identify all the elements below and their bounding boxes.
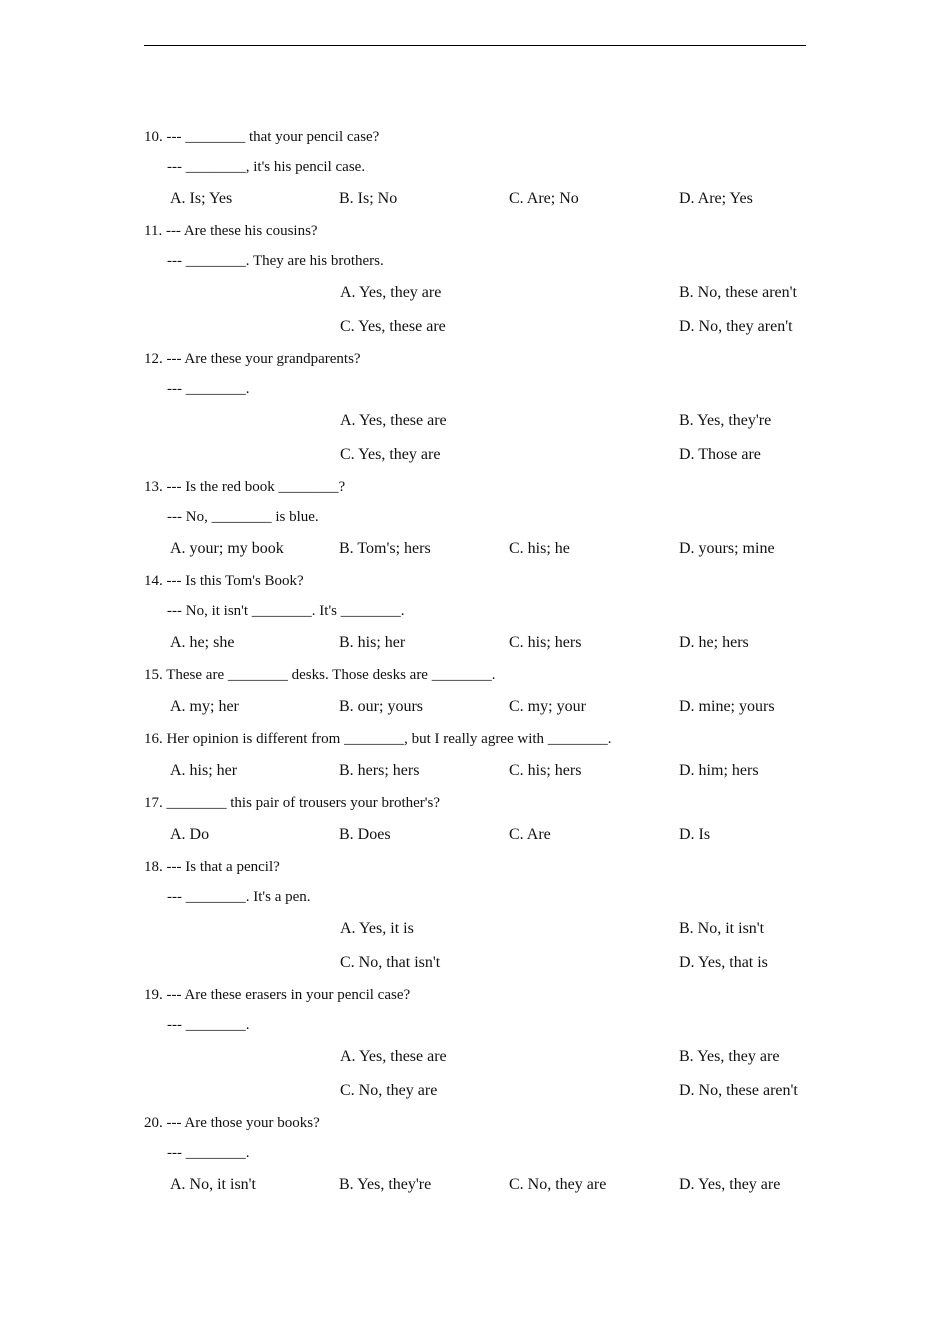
option-d: D. Those are bbox=[679, 446, 761, 463]
option-b: B. Yes, they are bbox=[679, 1048, 780, 1065]
question-19 bbox=[144, 980, 806, 1108]
question-response: --- ________, it's his pencil case. bbox=[167, 159, 366, 175]
question-stem: 17. ________ this pair of trousers your brother's? bbox=[144, 795, 440, 811]
question-10 bbox=[144, 122, 806, 216]
option-b: B. Does bbox=[339, 826, 391, 843]
option-b: B. our; yours bbox=[339, 698, 423, 715]
option-b: B. his; her bbox=[339, 634, 406, 651]
question-18 bbox=[144, 852, 806, 980]
options-row bbox=[144, 1074, 806, 1108]
question-stem: 11. --- Are these his cousins? bbox=[144, 223, 318, 239]
options-row bbox=[144, 818, 806, 852]
option-d: D. Are; Yes bbox=[679, 190, 753, 207]
option-a: A. Yes, these are bbox=[340, 412, 447, 429]
question-15 bbox=[144, 660, 806, 724]
question-response: --- ________. bbox=[167, 381, 250, 397]
option-b: B. Tom's; hers bbox=[339, 540, 431, 557]
option-a: A. Yes, these are bbox=[340, 1048, 447, 1065]
option-c: C. his; hers bbox=[509, 634, 582, 651]
option-a: A. No, it isn't bbox=[170, 1176, 256, 1193]
option-c: C. his; he bbox=[509, 540, 570, 557]
question-response: --- ________. They are his brothers. bbox=[167, 253, 384, 269]
option-b: B. hers; hers bbox=[339, 762, 420, 779]
option-c: C. his; hers bbox=[509, 762, 582, 779]
option-c: C. Are; No bbox=[509, 190, 579, 207]
option-b: B. Yes, they're bbox=[679, 412, 772, 429]
options-row bbox=[144, 1040, 806, 1074]
option-b: B. No, these aren't bbox=[679, 284, 797, 301]
question-stem: 12. --- Are these your grandparents? bbox=[144, 351, 361, 367]
question-stem: 15. These are ________ desks. Those desks are ________. bbox=[144, 667, 496, 683]
option-a: A. Yes, it is bbox=[340, 920, 414, 937]
option-d: D. mine; yours bbox=[679, 698, 775, 715]
question-response: --- ________. bbox=[167, 1017, 250, 1033]
options-row bbox=[144, 532, 806, 566]
options-row bbox=[144, 438, 806, 472]
question-14 bbox=[144, 566, 806, 660]
option-b: B. Yes, they're bbox=[339, 1176, 432, 1193]
question-20 bbox=[144, 1108, 806, 1202]
option-a: A. my; her bbox=[170, 698, 239, 715]
option-c: C. No, that isn't bbox=[340, 954, 441, 971]
option-d: D. him; hers bbox=[679, 762, 759, 779]
option-a: A. he; she bbox=[170, 634, 235, 651]
options-row bbox=[144, 1168, 806, 1202]
question-response: --- No, ________ is blue. bbox=[167, 509, 319, 525]
question-12 bbox=[144, 344, 806, 472]
option-d: D. yours; mine bbox=[679, 540, 775, 557]
options-row bbox=[144, 690, 806, 724]
question-response: --- ________. bbox=[167, 1145, 250, 1161]
option-c: C. Yes, they are bbox=[340, 446, 441, 463]
option-c: C. my; your bbox=[509, 698, 586, 715]
options-row bbox=[144, 754, 806, 788]
option-a: A. his; her bbox=[170, 762, 238, 779]
question-stem: 10. --- ________ that your pencil case? bbox=[144, 129, 380, 145]
question-stem: 20. --- Are those your books? bbox=[144, 1115, 320, 1131]
options-row bbox=[144, 404, 806, 438]
option-a: A. your; my book bbox=[170, 540, 284, 557]
question-response: --- No, it isn't ________. It's ________. bbox=[167, 603, 405, 619]
question-stem: 18. --- Is that a pencil? bbox=[144, 859, 280, 875]
option-c: C. No, they are bbox=[509, 1176, 607, 1193]
option-c: C. No, they are bbox=[340, 1082, 438, 1099]
question-stem: 19. --- Are these erasers in your pencil case? bbox=[144, 987, 411, 1003]
question-stem: 14. --- Is this Tom's Book? bbox=[144, 573, 304, 589]
option-d: D. Yes, they are bbox=[679, 1176, 781, 1193]
option-c: C. Yes, these are bbox=[340, 318, 446, 335]
question-13 bbox=[144, 472, 806, 566]
question-list bbox=[144, 122, 806, 1202]
question-17 bbox=[144, 788, 806, 852]
question-11 bbox=[144, 216, 806, 344]
option-d: D. Is bbox=[679, 826, 711, 843]
options-row bbox=[144, 276, 806, 310]
option-a: A. Is; Yes bbox=[170, 190, 233, 207]
option-c: C. Are bbox=[509, 826, 551, 843]
options-row bbox=[144, 912, 806, 946]
option-d: D. he; hers bbox=[679, 634, 749, 651]
question-response: --- ________. It's a pen. bbox=[167, 889, 311, 905]
option-d: D. No, they aren't bbox=[679, 318, 793, 335]
option-d: D. Yes, that is bbox=[679, 954, 768, 971]
option-a: A. Yes, they are bbox=[340, 284, 442, 301]
header-rule bbox=[144, 45, 806, 46]
question-stem: 16. Her opinion is different from ________, but I really agree with ________. bbox=[144, 731, 612, 747]
option-a: A. Do bbox=[170, 826, 210, 843]
options-row bbox=[144, 626, 806, 660]
options-row bbox=[144, 310, 806, 344]
option-b: B. Is; No bbox=[339, 190, 398, 207]
options-row bbox=[144, 182, 806, 216]
options-row bbox=[144, 946, 806, 980]
question-stem: 13. --- Is the red book ________? bbox=[144, 479, 346, 495]
option-d: D. No, these aren't bbox=[679, 1082, 798, 1099]
question-16 bbox=[144, 724, 806, 788]
option-b: B. No, it isn't bbox=[679, 920, 765, 937]
